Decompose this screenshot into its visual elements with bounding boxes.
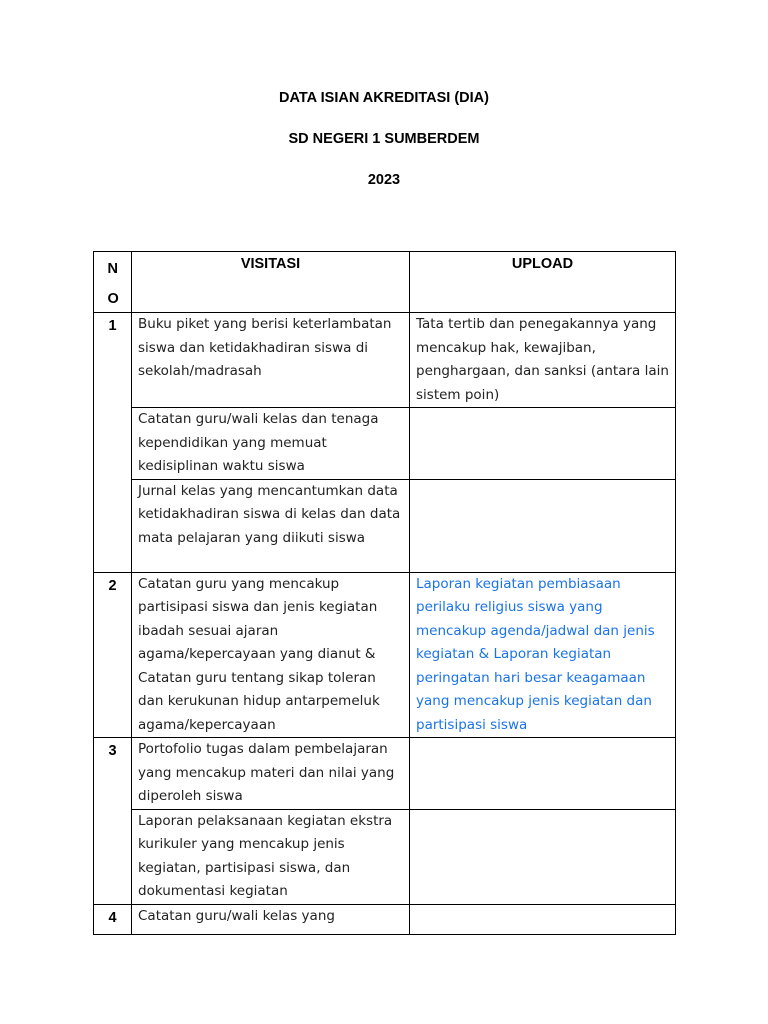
visitasi-cell: Buku piket yang berisi keterlambatan siswa dan ketidakhadiran siswa di sekolah/madrasah bbox=[132, 313, 410, 408]
column-header-no: NO bbox=[94, 252, 132, 313]
table-header-row bbox=[94, 252, 676, 313]
school-name: SD NEGERI 1 SUMBERDEM bbox=[288, 131, 480, 147]
row-number: 3 bbox=[94, 738, 132, 905]
column-header-visitasi: VISITASI bbox=[132, 252, 410, 313]
upload-cell bbox=[410, 738, 676, 810]
table-row bbox=[94, 904, 676, 934]
column-header-upload: UPLOAD bbox=[410, 252, 676, 313]
table-row bbox=[94, 479, 676, 572]
visitasi-cell: Catatan guru/wali kelas yang bbox=[132, 904, 410, 934]
table-row bbox=[94, 313, 676, 408]
upload-link[interactable]: Laporan kegiatan pembiasaan perilaku religius siswa yang mencakup agenda/jadwal dan jenis kegiatan & Laporan kegiatan peringatan hari besar keagamaan yang mencakup jenis kegiatan dan partisipasi siswa bbox=[416, 575, 655, 733]
table-row bbox=[94, 738, 676, 810]
upload-cell bbox=[410, 408, 676, 480]
table-row bbox=[94, 572, 676, 738]
upload-cell bbox=[410, 809, 676, 904]
visitasi-cell: Catatan guru yang mencakup partisipasi siswa dan jenis kegiatan ibadah sesuai ajaran agama/kepercayaan yang dianut & Catatan guru tentang sikap toleran dan kerukunan hidup antarpemeluk agama/kepercayaan bbox=[132, 572, 410, 738]
visitasi-cell: Laporan pelaksanaan kegiatan ekstra kurikuler yang mencakup jenis kegiatan, partisipasi siswa, dan dokumentasi kegiatan bbox=[132, 809, 410, 904]
upload-cell bbox=[410, 904, 676, 934]
upload-cell bbox=[410, 572, 676, 738]
visitasi-cell: Jurnal kelas yang mencantumkan data ketidakhadiran siswa di kelas dan data mata pelajaran yang diikuti siswa bbox=[132, 479, 410, 572]
visitasi-cell: Catatan guru/wali kelas dan tenaga kependidikan yang memuat kedisiplinan waktu siswa bbox=[132, 408, 410, 480]
document-title: DATA ISIAN AKREDITASI (DIA) bbox=[279, 90, 489, 106]
row-number: 1 bbox=[94, 313, 132, 573]
upload-cell bbox=[410, 479, 676, 572]
row-number: 2 bbox=[94, 572, 132, 738]
visitasi-cell: Portofolio tugas dalam pembelajaran yang mencakup materi dan nilai yang diperoleh siswa bbox=[132, 738, 410, 810]
row-number: 4 bbox=[94, 904, 132, 934]
table-row bbox=[94, 809, 676, 904]
upload-cell: Tata tertib dan penegakannya yang mencakup hak, kewajiban, penghargaan, dan sanksi (antara lain sistem poin) bbox=[410, 313, 676, 408]
table-row bbox=[94, 408, 676, 480]
document-year: 2023 bbox=[367, 172, 401, 188]
accreditation-table bbox=[93, 251, 676, 935]
